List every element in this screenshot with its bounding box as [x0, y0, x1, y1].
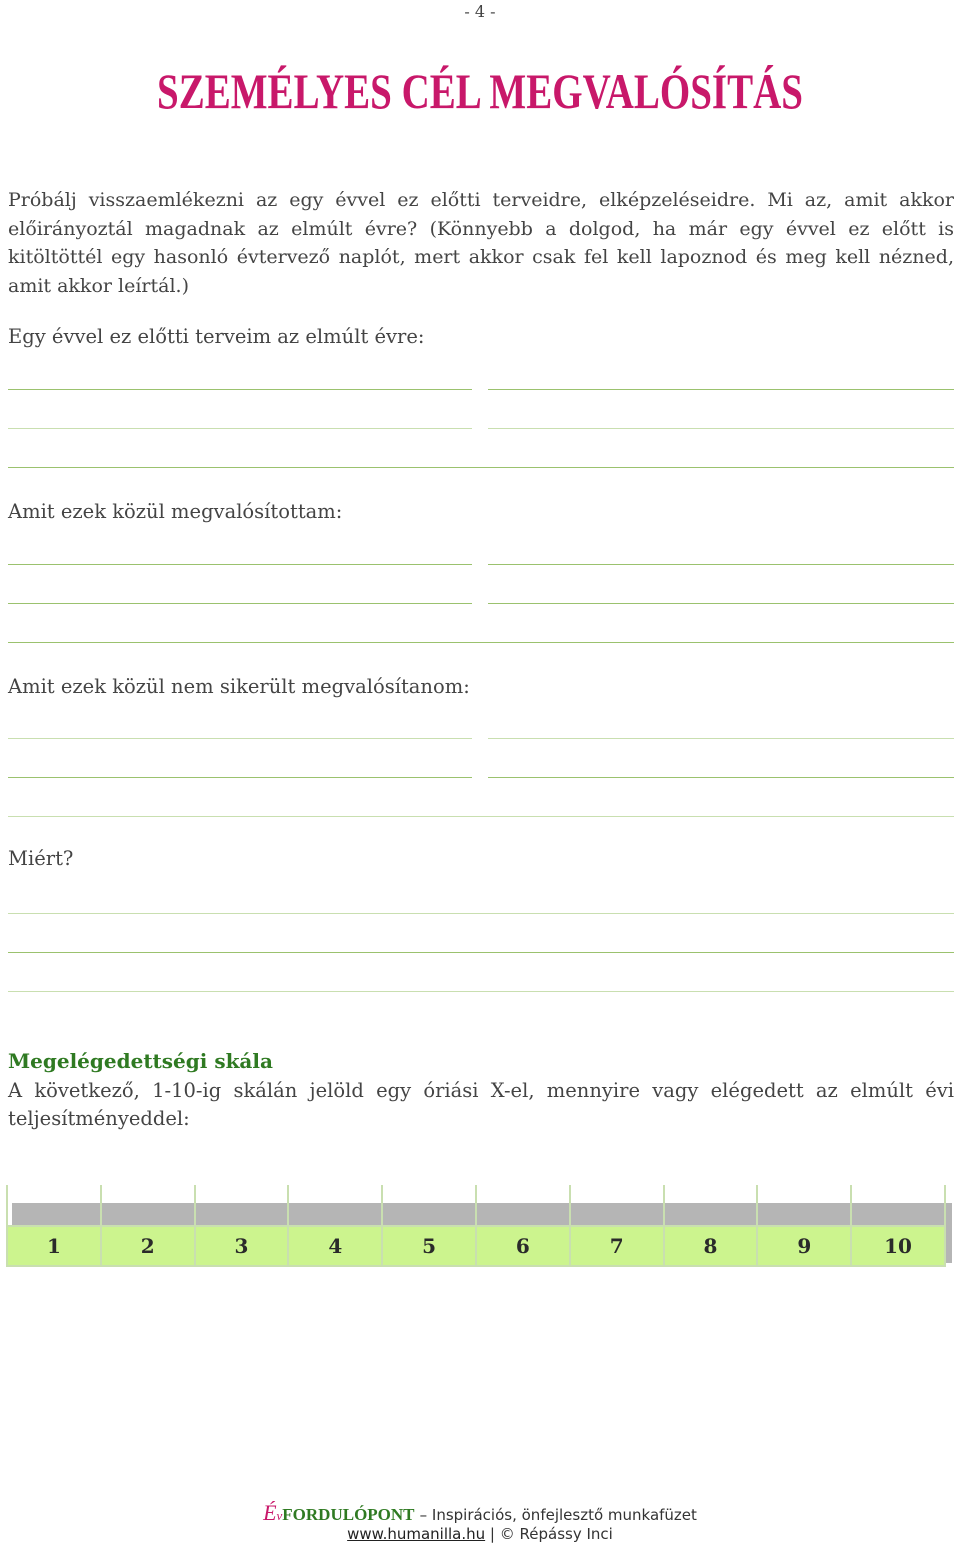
answer-line[interactable]: [8, 389, 472, 390]
scale-number[interactable]: 8: [663, 1227, 757, 1265]
answer-line[interactable]: [8, 603, 472, 604]
answer-line[interactable]: [8, 467, 954, 468]
scale-number[interactable]: 5: [381, 1227, 475, 1265]
answer-line[interactable]: [488, 603, 954, 604]
scale-number[interactable]: 1: [6, 1227, 100, 1265]
scale-mark-cell[interactable]: [287, 1185, 381, 1225]
answer-line[interactable]: [8, 991, 954, 992]
scale-number[interactable]: 3: [194, 1227, 288, 1265]
website-link[interactable]: www.humanilla.hu: [347, 1525, 486, 1543]
scale-mark-area: [6, 1185, 946, 1225]
page-title: SZEMÉLYES CÉL MEGVALÓSÍTÁS: [157, 63, 803, 119]
logo-letter-small: v: [276, 1508, 283, 1523]
answer-line[interactable]: [8, 816, 954, 817]
footer-credits: [0, 1525, 960, 1543]
answer-line[interactable]: [8, 913, 954, 914]
scale-mark-cell[interactable]: [194, 1185, 288, 1225]
answer-line[interactable]: [8, 738, 472, 739]
footer-subtitle: – Inspirációs, önfejlesztő munkafüzet: [419, 1506, 697, 1524]
copyright-text: © Répássy Inci: [499, 1525, 613, 1543]
scale-number[interactable]: 10: [850, 1227, 946, 1265]
plans-prompt: Egy évvel ez előtti terveim az elmúlt évre:: [8, 325, 425, 348]
scale-mark-cell[interactable]: [381, 1185, 475, 1225]
not-achieved-prompt: Amit ezek közül nem sikerült megvalósítanom:: [8, 675, 470, 698]
scale-instruction: A következő, 1-10-ig skálán jelöld egy óriási X-el, mennyire vagy elégedett az elmúlt évi teljesítményeddel:: [8, 1079, 954, 1130]
logo-name: FORDULÓPONT: [282, 1505, 415, 1524]
scale-mark-cell[interactable]: [569, 1185, 663, 1225]
satisfaction-scale: [6, 1185, 946, 1265]
scale-mark-cell[interactable]: [756, 1185, 850, 1225]
scale-mark-cell[interactable]: [100, 1185, 194, 1225]
scale-number[interactable]: 7: [569, 1227, 663, 1265]
logo-letter: É: [263, 1500, 277, 1525]
scale-mark-cell[interactable]: [6, 1185, 100, 1225]
scale-mark-cell[interactable]: [475, 1185, 569, 1225]
page-number: - 4 -: [464, 2, 496, 21]
scale-number-row: [6, 1225, 946, 1267]
scale-heading: Megelégedettségi skála: [8, 1049, 273, 1073]
intro-paragraph: Próbálj visszaemlékezni az egy évvel ez előtti terveidre, elképzeléseidre. Mi az, amit akkor előirányoztál magadnak az elmúlt évre? (Könnyebb a dolgod, ha már egy évvel ez előtt is kitöltöttél egy hasonló évtervező naplót, mert akkor csak fel kell lapoznod és meg kell nézned, amit akkor leírtál.): [8, 189, 954, 297]
answer-line[interactable]: [488, 428, 954, 429]
answer-line[interactable]: [8, 952, 954, 953]
answer-line[interactable]: [488, 777, 954, 778]
footer-separator: |: [489, 1525, 495, 1543]
answer-line[interactable]: [8, 428, 472, 429]
why-prompt: Miért?: [8, 847, 74, 870]
answer-line[interactable]: [8, 777, 472, 778]
answer-line[interactable]: [8, 564, 472, 565]
answer-line[interactable]: [8, 642, 954, 643]
answer-line[interactable]: [488, 389, 954, 390]
answer-line[interactable]: [488, 738, 954, 739]
scale-mark-cell[interactable]: [663, 1185, 757, 1225]
scale-number[interactable]: 6: [475, 1227, 569, 1265]
scale-number[interactable]: 9: [756, 1227, 850, 1265]
achieved-prompt: Amit ezek közül megvalósítottam:: [8, 500, 343, 523]
answer-line[interactable]: [488, 564, 954, 565]
scale-number[interactable]: 2: [100, 1227, 194, 1265]
scale-mark-cell[interactable]: [850, 1185, 946, 1225]
scale-number[interactable]: 4: [287, 1227, 381, 1265]
footer-brand: [0, 1500, 960, 1526]
